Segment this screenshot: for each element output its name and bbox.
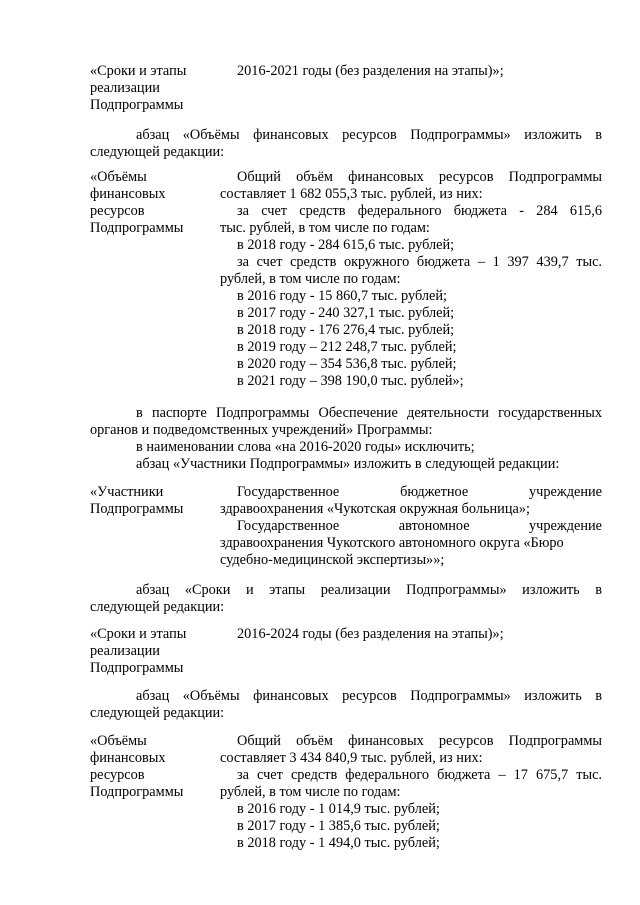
value-line: здравоохранения Чукотского автономного округа «Бюро [220,535,564,551]
value-line: в 2020 году – 354 536,8 тыс. рублей; [237,356,457,372]
section-funding-2 [90,733,602,852]
table-row [90,484,602,569]
label-line: «Объёмы [90,733,147,749]
paragraph-line: органов и подведомственных учреждений» Программы: [90,422,433,438]
row-value [220,484,602,569]
value-line: составляет 3 434 840,9 тыс. рублей, из них: [220,750,483,766]
table-row [90,626,602,676]
paragraph-amend-3 [90,582,602,616]
section-participants [90,484,602,569]
paragraph-line: абзац «Объёмы финансовых ресурсов Подпрограммы» изложить в [136,127,602,143]
label-line: ресурсов [90,203,145,219]
label-line: «Сроки и этапы [90,626,187,642]
value-line: судебно-медицинской экспертизы»»; [220,552,445,568]
paragraph-line: следующей редакции: [90,705,225,721]
row-value [220,626,602,643]
label-line: Подпрограммы [90,97,184,113]
value-line: в 2016 году - 1 014,9 тыс. рублей; [237,801,440,817]
value-line: в 2018 году - 1 494,0 тыс. рублей; [237,835,440,851]
label-line: реализации [90,643,160,659]
row-label [90,63,220,114]
paragraph-line: абзац «Участники Подпрограммы» изложить в следующей редакции: [136,456,560,472]
value-line: 2016-2024 годы (без разделения на этапы)»; [237,626,504,642]
section-funding-1 [90,169,602,390]
value-line: рублей, в том числе по годам: [220,784,401,800]
value-line: Общий объём финансовых ресурсов Подпрограммы [237,733,602,749]
value-line: в 2018 году - 284 615,6 тыс. рублей; [237,237,455,253]
value-line: в 2017 году - 1 385,6 тыс. рублей; [237,818,440,834]
row-value [220,733,602,852]
value-line: за счет средств федерального бюджета - 284 615,6 [237,203,602,219]
table-row [90,63,602,113]
label-line: ресурсов [90,767,145,783]
value-line: Государственное автономное учреждение [237,518,602,534]
label-line: Подпрограммы [90,784,184,800]
value-line: в 2016 году - 15 860,7 тыс. рублей; [237,288,447,304]
value-line: за счет средств федерального бюджета – 17 675,7 тыс. [237,767,602,783]
row-label [90,626,220,677]
paragraph-line: в наименовании слова «на 2016-2020 годы» исключить; [136,439,475,455]
value-line: за счет средств окружного бюджета – 1 397 439,7 тыс. [237,254,602,270]
value-line: Государственное бюджетное учреждение [237,484,602,500]
value-line: в 2021 году – 398 190,0 тыс. рублей»; [237,373,464,389]
row-value [220,63,602,80]
value-line: 2016-2021 годы (без разделения на этапы)»; [237,63,504,79]
label-line: «Участники [90,484,164,500]
row-label [90,484,220,518]
label-line: Подпрограммы [90,660,184,676]
paragraph-line: следующей редакции: [90,599,225,615]
value-line: в 2019 году – 212 248,7 тыс. рублей; [237,339,457,355]
paragraph-line: абзац «Объёмы финансовых ресурсов Подпрограммы» изложить в [136,688,602,704]
paragraph-amend-4 [90,688,602,722]
label-line: Подпрограммы [90,501,184,517]
paragraph-amend-1 [90,127,602,161]
paragraph-line: в паспорте Подпрограммы Обеспечение деятельности государственных [136,405,602,421]
section-terms-2 [90,626,602,676]
label-line: «Сроки и этапы [90,63,187,79]
table-row [90,169,602,390]
label-line: Подпрограммы [90,220,184,236]
value-line: составляет 1 682 055,3 тыс. рублей, из них: [220,186,483,202]
section-terms-1 [90,63,602,113]
value-line: Общий объём финансовых ресурсов Подпрограммы [237,169,602,185]
value-line: в 2017 году - 240 327,1 тыс. рублей; [237,305,455,321]
label-line: реализации [90,80,160,96]
paragraph-line: абзац «Сроки и этапы реализации Подпрограммы» изложить в [136,582,602,598]
value-line: в 2018 году - 176 276,4 тыс. рублей; [237,322,455,338]
row-label [90,169,220,237]
label-line: финансовых [90,186,166,202]
row-label [90,733,220,801]
table-row [90,733,602,852]
value-line: рублей, в том числе по годам: [220,271,401,287]
label-line: финансовых [90,750,166,766]
paragraph-line: следующей редакции: [90,144,225,160]
paragraph-amend-2 [90,405,602,473]
label-line: «Объёмы [90,169,147,185]
value-line: тыс. рублей, в том числе по годам: [220,220,430,236]
value-line: здравоохранения «Чукотская окружная больница»; [220,501,530,517]
row-value [220,169,602,390]
